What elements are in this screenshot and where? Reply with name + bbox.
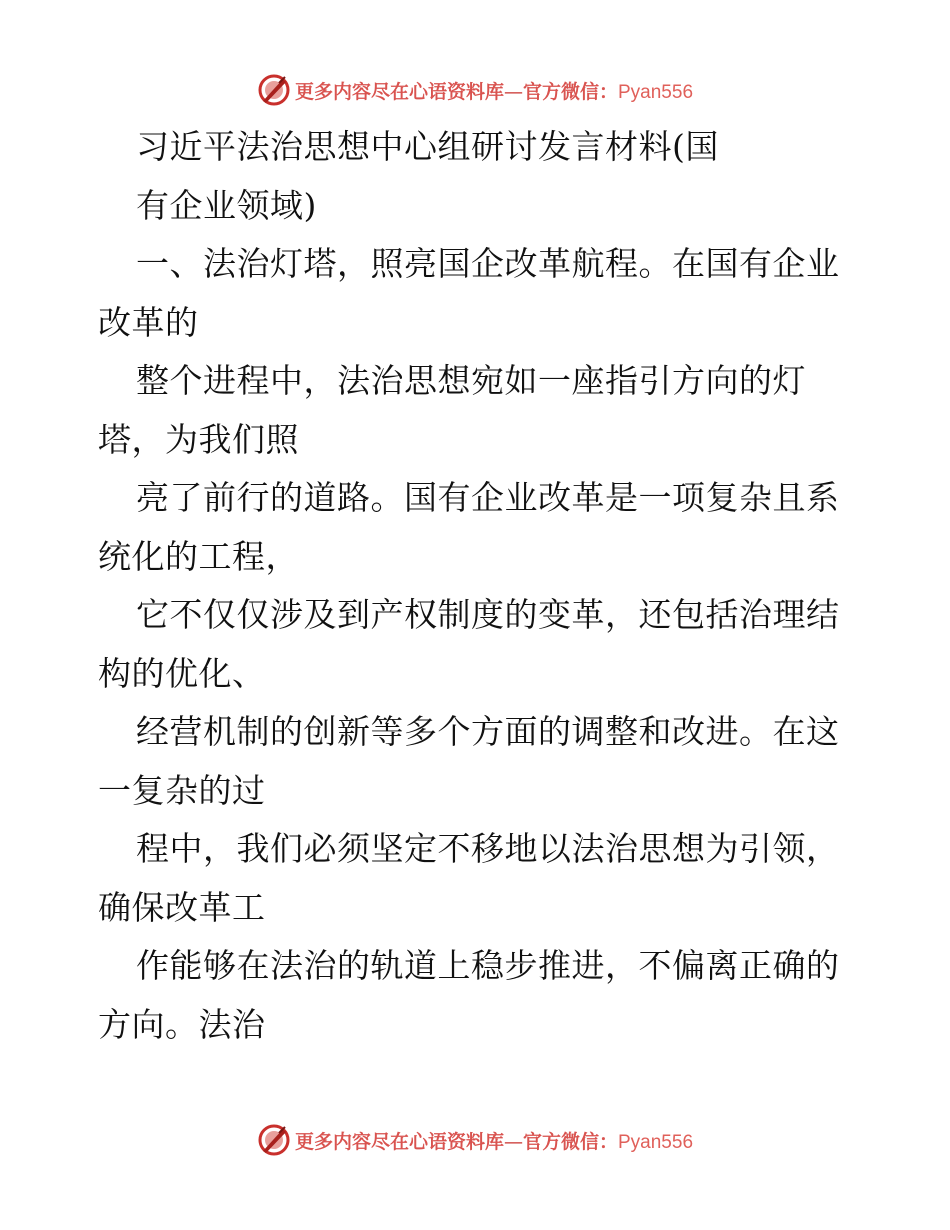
doc-line: 改革的 xyxy=(98,302,199,342)
doc-line: 经营机制的创新等多个方面的调整和改进。在这 xyxy=(136,712,840,751)
doc-line: 一、法治灯塔，照亮国企改革航程。在国有企业 xyxy=(136,244,840,283)
doc-line: 确保改革工 xyxy=(98,887,266,927)
quill-seal-icon xyxy=(257,73,291,107)
doc-line: 构的优化、 xyxy=(98,653,266,693)
header-watermark xyxy=(0,70,950,110)
doc-line: 它不仅仅涉及到产权制度的变革，还包括治理结 xyxy=(136,595,840,634)
watermark-text: 更多内容尽在心语资料库—官方微信：Pyan556 xyxy=(294,80,694,103)
doc-line: 塔，为我们照 xyxy=(98,419,299,459)
doc-line: 习近平法治思想中心组研讨发言材料(国 xyxy=(136,127,719,166)
doc-line: 亮了前行的道路。国有企业改革是一项复杂且系 xyxy=(136,478,840,517)
doc-line: 方向。法治 xyxy=(98,1004,266,1044)
quill-seal-icon xyxy=(257,1123,291,1157)
watermark-text: 更多内容尽在心语资料库—官方微信：Pyan556 xyxy=(294,1130,694,1153)
doc-line: 有企业领域) xyxy=(136,185,317,225)
footer-watermark xyxy=(0,1120,950,1160)
doc-line: 作能够在法治的轨道上稳步推进，不偏离正确的 xyxy=(136,946,840,985)
doc-line: 整个进程中，法治思想宛如一座指引方向的灯 xyxy=(136,361,806,400)
document-body xyxy=(98,118,858,1054)
doc-line: 统化的工程， xyxy=(98,536,299,576)
doc-line: 一复杂的过 xyxy=(98,770,266,810)
doc-line: 程中，我们必须坚定不移地以法治思想为引领， xyxy=(136,829,840,868)
